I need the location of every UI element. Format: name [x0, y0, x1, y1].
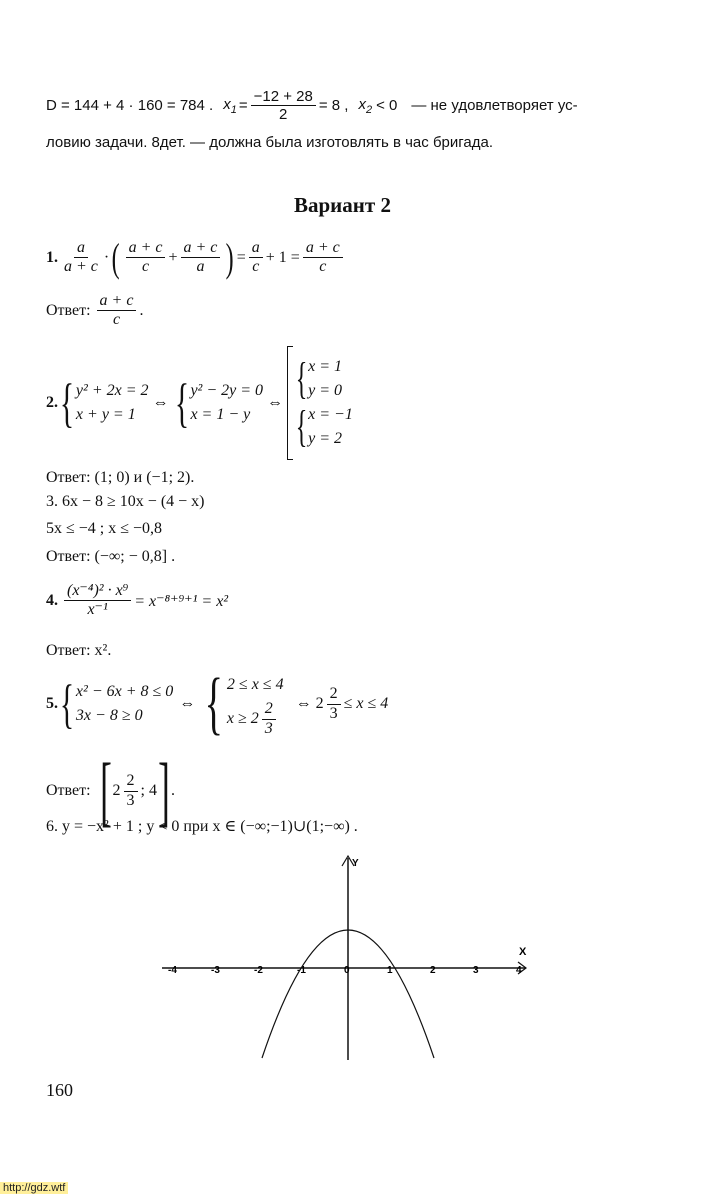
top-line-1-tail: — не удовлетворяет ус-: [411, 97, 578, 115]
x-tick-label: 4: [516, 965, 522, 976]
problem-5: 5. { x² − 6x + 8 ≤ 0 3x − 8 ≥ 0 ⇔ { 2 ≤ x ≤ 4 x ≥ 2 $\frac{2}{3}$ ⇔ 2 $\frac{2}{3}$ ≤ x ≤ 4: [46, 665, 389, 742]
x-tick-label: -2: [254, 965, 263, 976]
problem-1-answer: Ответ: $\frac{a + c}{c}$ .: [46, 292, 144, 329]
y-axis-label: Y: [352, 858, 359, 869]
problem-2-number: 2.: [46, 394, 58, 411]
x-axis-label: X: [519, 946, 527, 958]
problem-3-line-2: 5x ≤ −4 ; x ≤ −0,8: [46, 520, 163, 537]
x1-label: $x_1$: [223, 95, 237, 116]
section-heading: Вариант 2: [294, 193, 391, 217]
problem-3-answer: Ответ: (−∞; − 0,8] .: [46, 548, 176, 565]
x-tick-label: 3: [473, 965, 479, 976]
watermark-link[interactable]: http://gdz.wtf: [0, 1182, 68, 1194]
x-tick-label: 0: [344, 965, 350, 976]
x-tick-labels: [168, 965, 522, 976]
x1-value: = 8 ,: [318, 97, 349, 115]
x2-label: $x_2$: [358, 95, 373, 116]
problem-4-answer: Ответ: x².: [46, 642, 112, 659]
x-tick-label: 2: [430, 965, 436, 976]
x-tick-label: 1: [387, 965, 393, 976]
problem-1-number: 1.: [46, 248, 58, 266]
problem-3-line-1: 3. 6x − 8 ≥ 10x − (4 − x): [46, 493, 205, 510]
top-line-1: D = 144 + 4 · 160 = 784 . $x_1$ = $\frac{-12 + 28}{2}$ = 8 , $x_2$ < 0 — не удовлетворяет ус-: [46, 88, 578, 124]
page-number: 160: [46, 1080, 73, 1100]
x1-fraction: $\frac{-12 + 28}{2}$: [251, 88, 316, 124]
problem-5-answer: Ответ: [ 2 $\frac{2}{3}$ ; 4 ] .: [46, 747, 175, 834]
x-tick-label: -1: [297, 965, 306, 976]
problem-2-answer: Ответ: (1; 0) и (−1; 2).: [46, 469, 195, 486]
x2-condition: < 0: [376, 97, 398, 115]
x-tick-label: -4: [168, 965, 177, 976]
discriminant-expr: D = 144 + 4 · 160 = 784 .: [46, 97, 214, 115]
problem-6: 6. y = −x² + 1 ; y < 0 при x ∈ (−∞;−1)∪(1;−∞) .: [46, 818, 358, 835]
problem-4: 4. $\frac{\text{(x⁻⁴)² · x⁹}}{\text{x⁻¹}}$ = x⁻⁸⁺⁹⁺¹ = x²: [46, 582, 229, 619]
x-tick-label: -3: [211, 965, 220, 976]
problem-2: 2. { y² + 2x = 2 x + y = 1 ⇔ { y² − 2y = 0 x = 1 − y ⇔ { x = 1 y = 0 { x = −1 y = 2: [46, 344, 353, 462]
top-line-2: ловию задачи. 8дет. — должна была изготовлять в час бригада.: [46, 134, 493, 151]
problem-1: 1. $\frac{a}{a + c}$ · ( $\frac{a + c}{c}$ + $\frac{a + c}{a}$ ) = $\frac{a}{c}$ + 1 = $\frac{a + c}{c}$: [46, 234, 346, 281]
